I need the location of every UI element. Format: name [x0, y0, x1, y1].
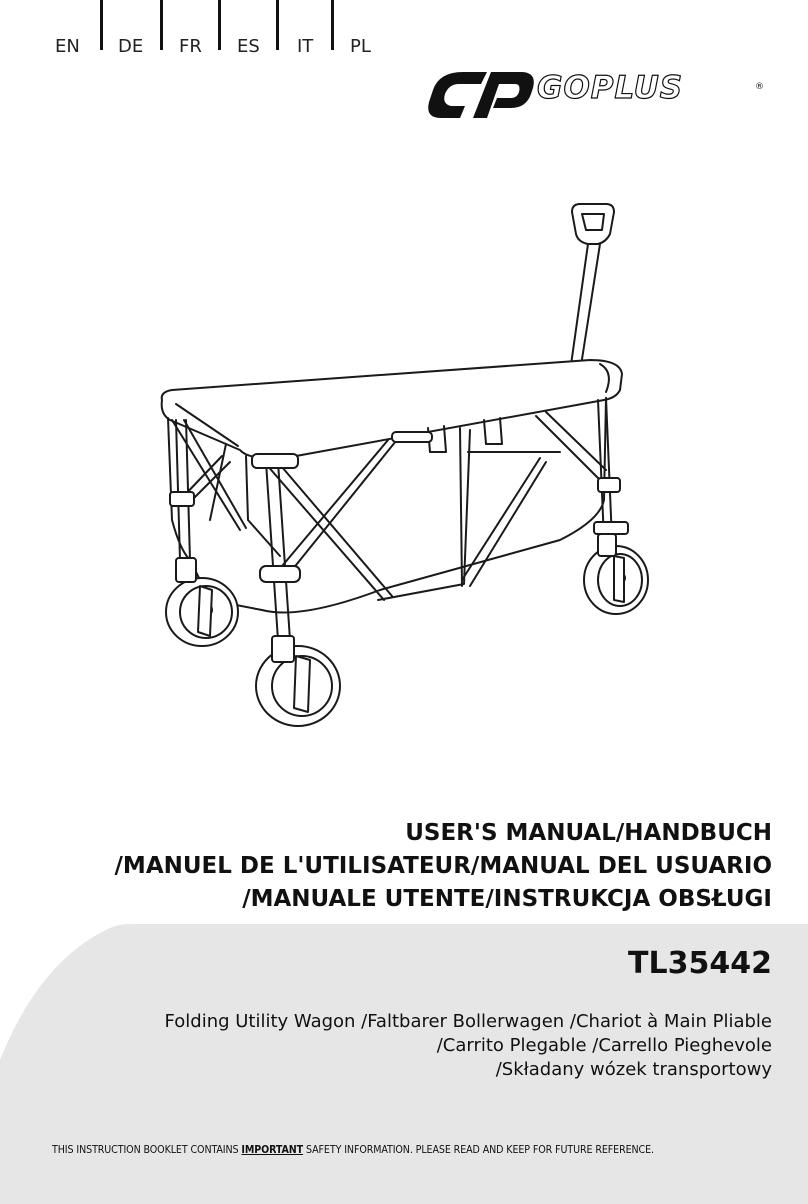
safety-notice: [52, 1144, 654, 1156]
lang-pl: PL: [350, 36, 371, 57]
brand-name: GOPLUS: [537, 70, 684, 106]
divider: [218, 0, 221, 50]
lang-de: DE: [118, 36, 144, 57]
safety-notice-after: SAFETY INFORMATION. PLEASE READ AND KEEP FOR FUTURE REFERENCE.: [303, 1144, 654, 1156]
safety-notice-emphasis: IMPORTANT: [241, 1144, 304, 1156]
product-name-line-1: Folding Utility Wagon /Faltbarer Bollerwagen /Chariot à Main Pliable: [164, 1011, 772, 1032]
manual-title-line-3: /MANUALE UTENTE/INSTRUKCJA OBSŁUGI: [242, 886, 772, 912]
lang-fr: FR: [179, 36, 202, 57]
language-bar: [0, 0, 420, 60]
safety-notice-before: THIS INSTRUCTION BOOKLET CONTAINS: [52, 1144, 242, 1156]
divider: [100, 0, 103, 50]
manual-title-line-2: /MANUEL DE L'UTILISATEUR/MANUAL DEL USUARIO: [114, 853, 772, 879]
manual-title-line-1: USER'S MANUAL/HANDBUCH: [405, 820, 772, 846]
product-name-line-3: /Składany wózek transportowy: [495, 1059, 772, 1080]
divider: [276, 0, 279, 50]
lang-en: EN: [55, 36, 80, 57]
lang-it: IT: [297, 36, 314, 57]
divider: [331, 0, 334, 50]
model-number: TL35442: [628, 946, 772, 981]
lang-es: ES: [237, 36, 260, 57]
registered-mark: ®: [755, 82, 764, 92]
goplus-logo: [425, 68, 765, 124]
divider: [160, 0, 163, 50]
goplus-emblem-icon: [425, 68, 537, 124]
product-name-line-2: /Carrito Plegable /Carrello Pieghevole: [436, 1035, 772, 1056]
wagon-illustration: [150, 200, 650, 740]
